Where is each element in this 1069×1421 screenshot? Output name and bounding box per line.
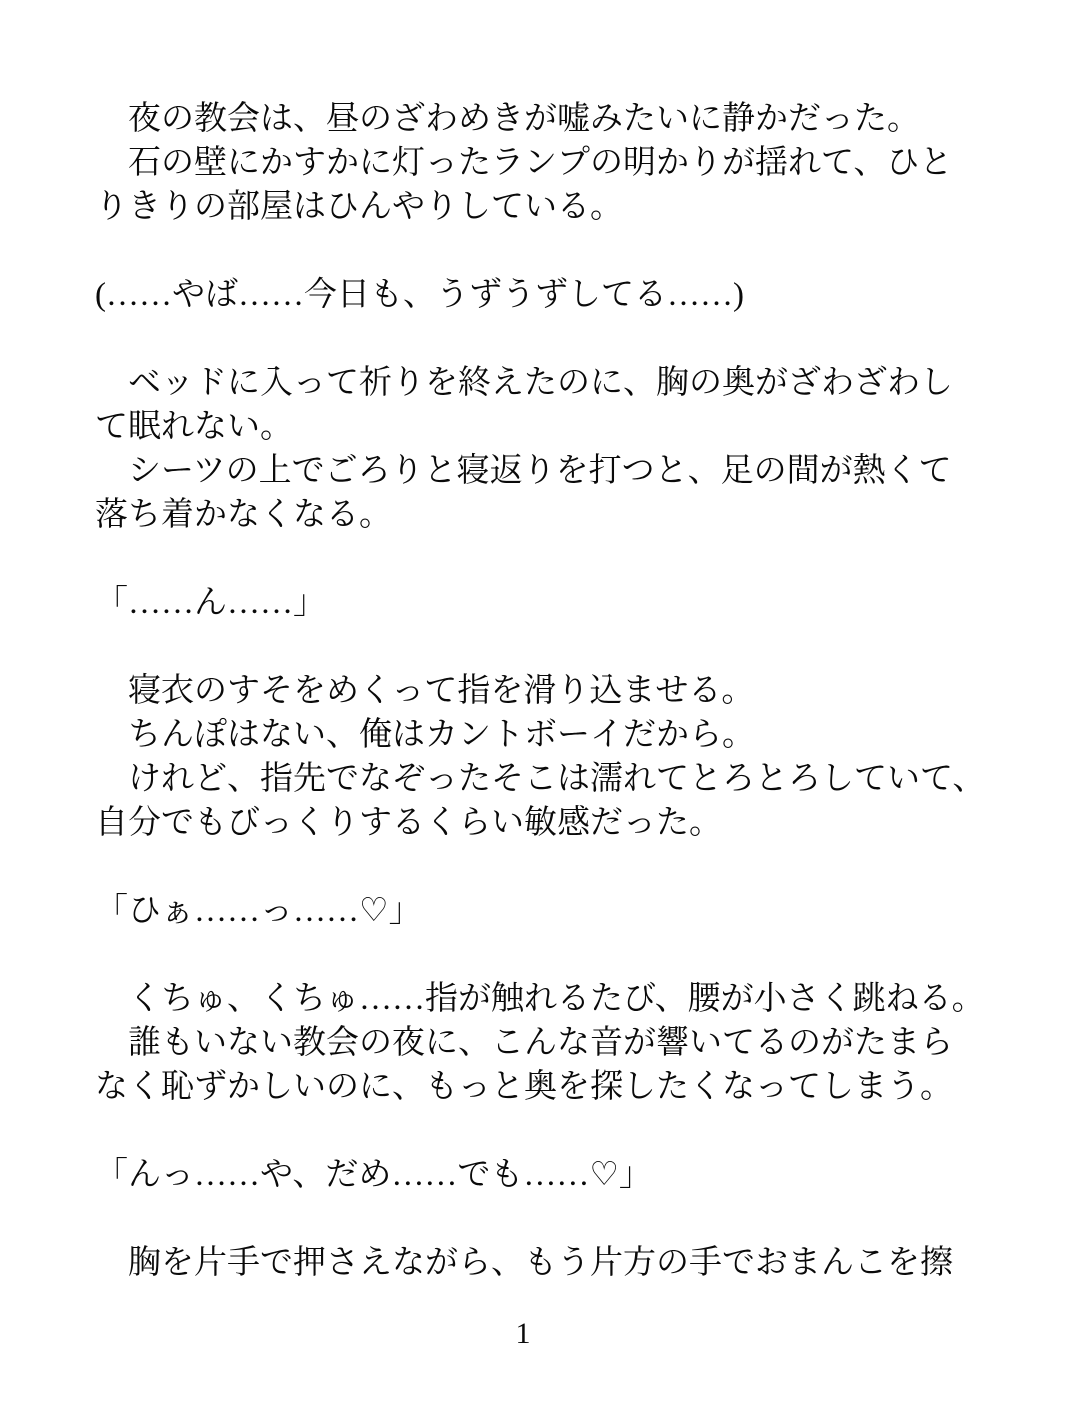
text-line: なく恥ずかしいのに、もっと奥を探したくなってしまう。 [95, 1069, 953, 1105]
text-line: 寝衣のすそをめくって指を滑り込ませる。 [95, 673, 755, 709]
text-line: 夜の教会は、昼のざわめきが嘘みたいに静かだった。 [95, 101, 920, 137]
text-line: りきりの部屋はひんやりしている。 [95, 189, 623, 225]
blank-line [95, 845, 995, 889]
text-line-dialogue: 「……ん……」 [95, 585, 326, 621]
text-line: 自分でもびっくりするくらい敏感だった。 [95, 805, 722, 841]
text-line: 誰もいない教会の夜に、こんな音が響いてるのがたまら [95, 1025, 953, 1061]
text-line: シーツの上でごろりと寝返りを打つと、足の間が熱くて [95, 453, 952, 489]
blank-line [95, 933, 995, 977]
blank-line [95, 537, 995, 581]
story-text-block [95, 97, 995, 1285]
blank-line [95, 625, 995, 669]
text-line: 落ち着かなくなる。 [95, 497, 392, 533]
text-line: 石の壁にかすかに灯ったランプの明かりが揺れて、ひと [95, 145, 953, 181]
text-line-dialogue: 「ひぁ……っ……♡」 [95, 893, 422, 929]
text-line: ベッドに入って祈りを終えたのに、胸の奥がざわざわし [95, 365, 953, 401]
blank-line [95, 1109, 995, 1153]
text-line: くちゅ、くちゅ……指が触れるたび、腰が小さく跳ねる。 [95, 981, 985, 1017]
text-line-parenthetical: (……やば……今日も、うずうずしてる……) [95, 277, 744, 313]
text-line: 胸を片手で押さえながら、もう片方の手でおまんこを擦 [95, 1245, 953, 1281]
blank-line [95, 1197, 995, 1241]
blank-line [95, 229, 995, 273]
text-line: ちんぽはない、俺はカントボーイだから。 [95, 717, 755, 753]
text-line-dialogue: 「んっ……や、だめ……でも……♡」 [95, 1157, 652, 1193]
text-line: けれど、指先でなぞったそこは濡れてとろとろしていて、 [95, 761, 986, 797]
blank-line [95, 317, 995, 361]
text-line: て眠れない。 [95, 409, 293, 445]
page-number: 1 [515, 1317, 531, 1350]
